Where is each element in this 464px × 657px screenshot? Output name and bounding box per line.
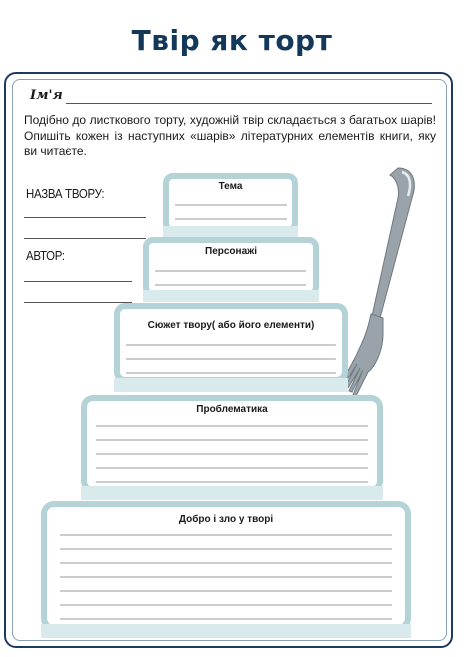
name-label: Ім'я xyxy=(30,88,63,103)
tier-label-plot: Сюжет твору( або його елементи) xyxy=(147,320,315,331)
cake-tier-3 xyxy=(114,306,348,392)
tier-label-characters: Персонажі xyxy=(205,246,257,257)
page-title: Твір як торт xyxy=(131,24,333,57)
fork-icon xyxy=(342,168,414,396)
book-title-label: НАЗВА ТВОРУ: xyxy=(26,186,105,201)
tier-label-problems: Проблематика xyxy=(196,404,268,415)
author-label: АВТОР: xyxy=(26,248,65,263)
tier-label-theme: Тема xyxy=(218,181,243,192)
instructions-text: Подібно до листкового торту, художній твір складається з багатьох шарів! Опишіть кожен із наступних «шарів» літературних елементів книги, яку ви читаєте. xyxy=(24,113,436,158)
tier-label-good-evil: Добро і зло у творі xyxy=(178,514,274,525)
